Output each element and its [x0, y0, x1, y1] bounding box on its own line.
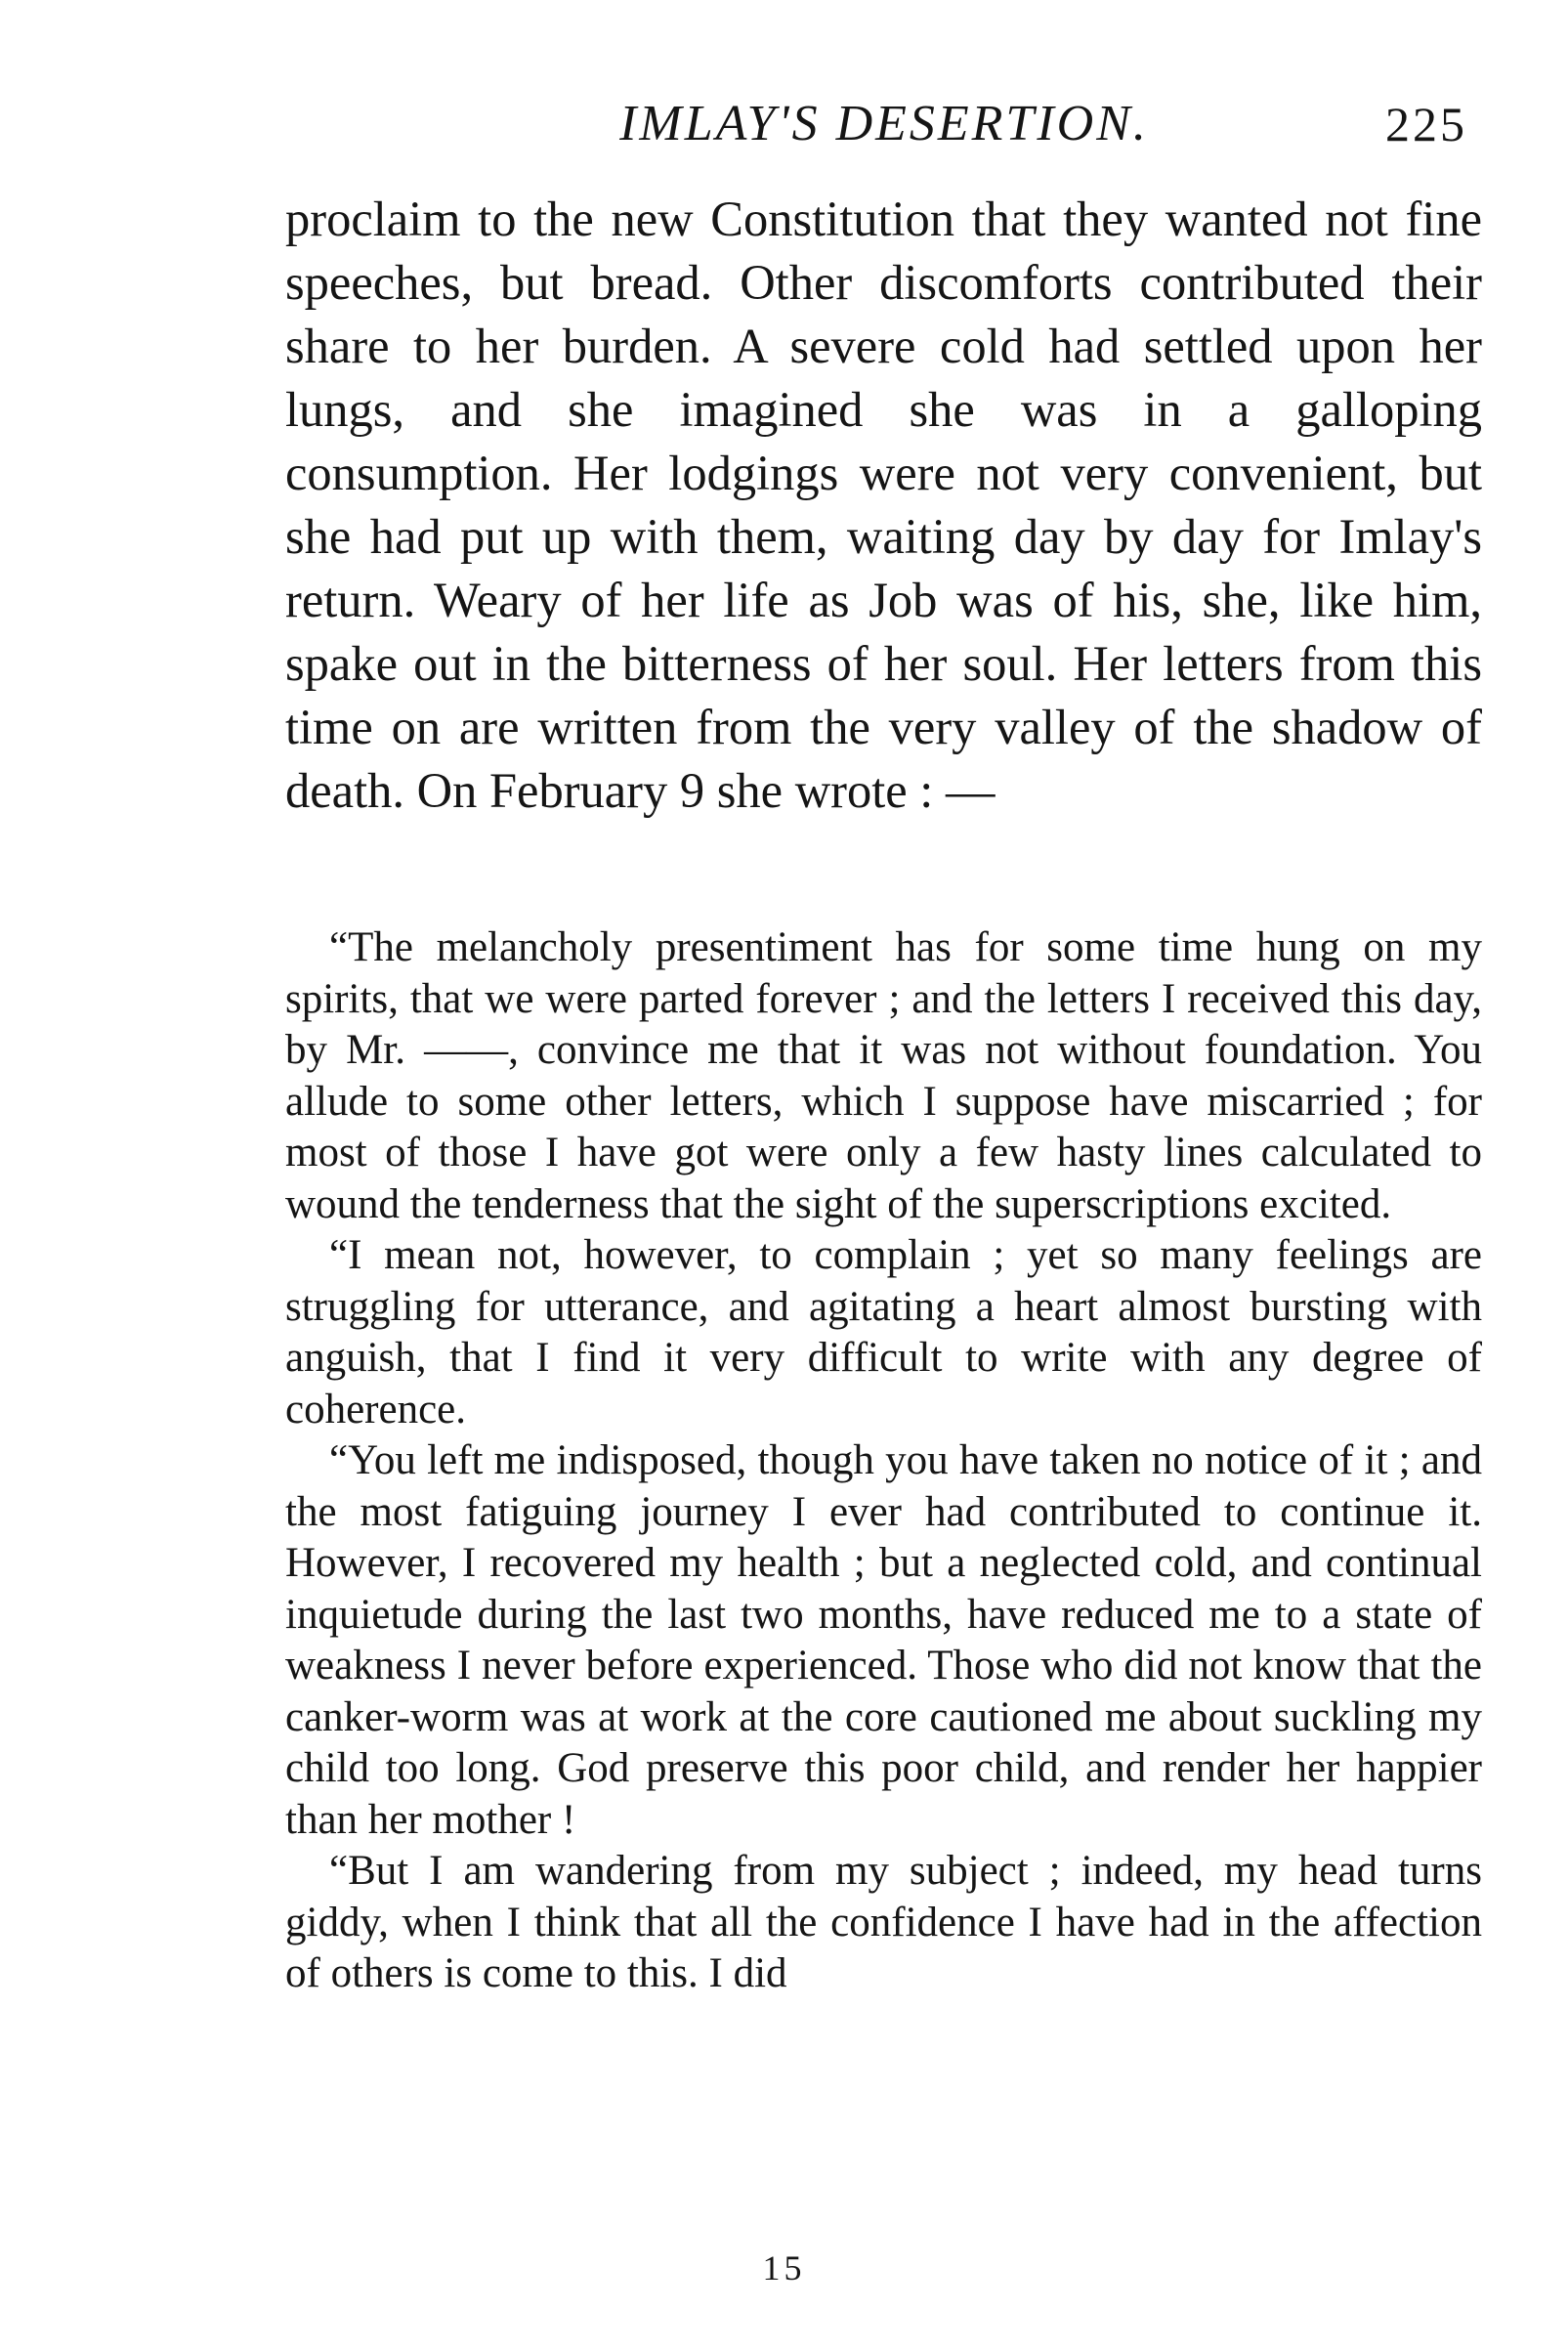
page-number: 225	[1385, 97, 1467, 151]
letter-paragraph: “The melancholy presentiment has for some time hung on my spirits, that we were parted forever ; and the letters I received this day, by Mr. ——, convince me that it was not without foundation. You allude to some other letters, which I suppose have miscarried ; for most of those I have got were only a few hasty lines calculated to wound the tenderness that the sight of the superscriptions excited.	[285, 924, 1482, 1227]
body-paragraph: proclaim to the new Constitution that they wanted not fine speeches, but bread. Other discomforts contributed their share to her burden. A severe cold had settled upon her lungs, and she imagined she was in a galloping consumption. Her lodgings were not very convenient, but she had put up with them, waiting day by day for Imlay's return. Weary of her life as Job was of his, she, like him, spake out in the bitterness of her soul. Her letters from this time on are written from the very valley of the shadow of death. On February 9 she wrote : —	[285, 192, 1482, 818]
letter-paragraph: “I mean not, however, to complain ; yet so many feelings are struggling for utterance, and agitating a heart almost bursting with anguish, that I find it very difficult to write with any degree of coherence.	[285, 1232, 1482, 1432]
signature-mark: 15	[762, 2248, 806, 2287]
letter-paragraph: “You left me indisposed, though you have taken no notice of it ; and the most fatiguing journey I ever had contributed to continue it. However, I recovered my health ; but a neglected cold, and continual inquietude during the last two months, have reduced me to a state of weakness I never before experienced. Those who did not know that the canker-worm was at work at the core cautioned me about suckling my child too long. God preserve this poor child, and render her happier than her mother !	[285, 1437, 1482, 1843]
letter-paragraph: “But I am wandering from my subject ; indeed, my head turns giddy, when I think that all the confidence I have had in the affection of others is come to this. I did	[285, 1848, 1482, 1996]
page-header	[283, 90, 1485, 158]
running-title: IMLAY'S DESERTION.	[619, 96, 1149, 151]
quoted-letter	[285, 922, 1482, 2000]
